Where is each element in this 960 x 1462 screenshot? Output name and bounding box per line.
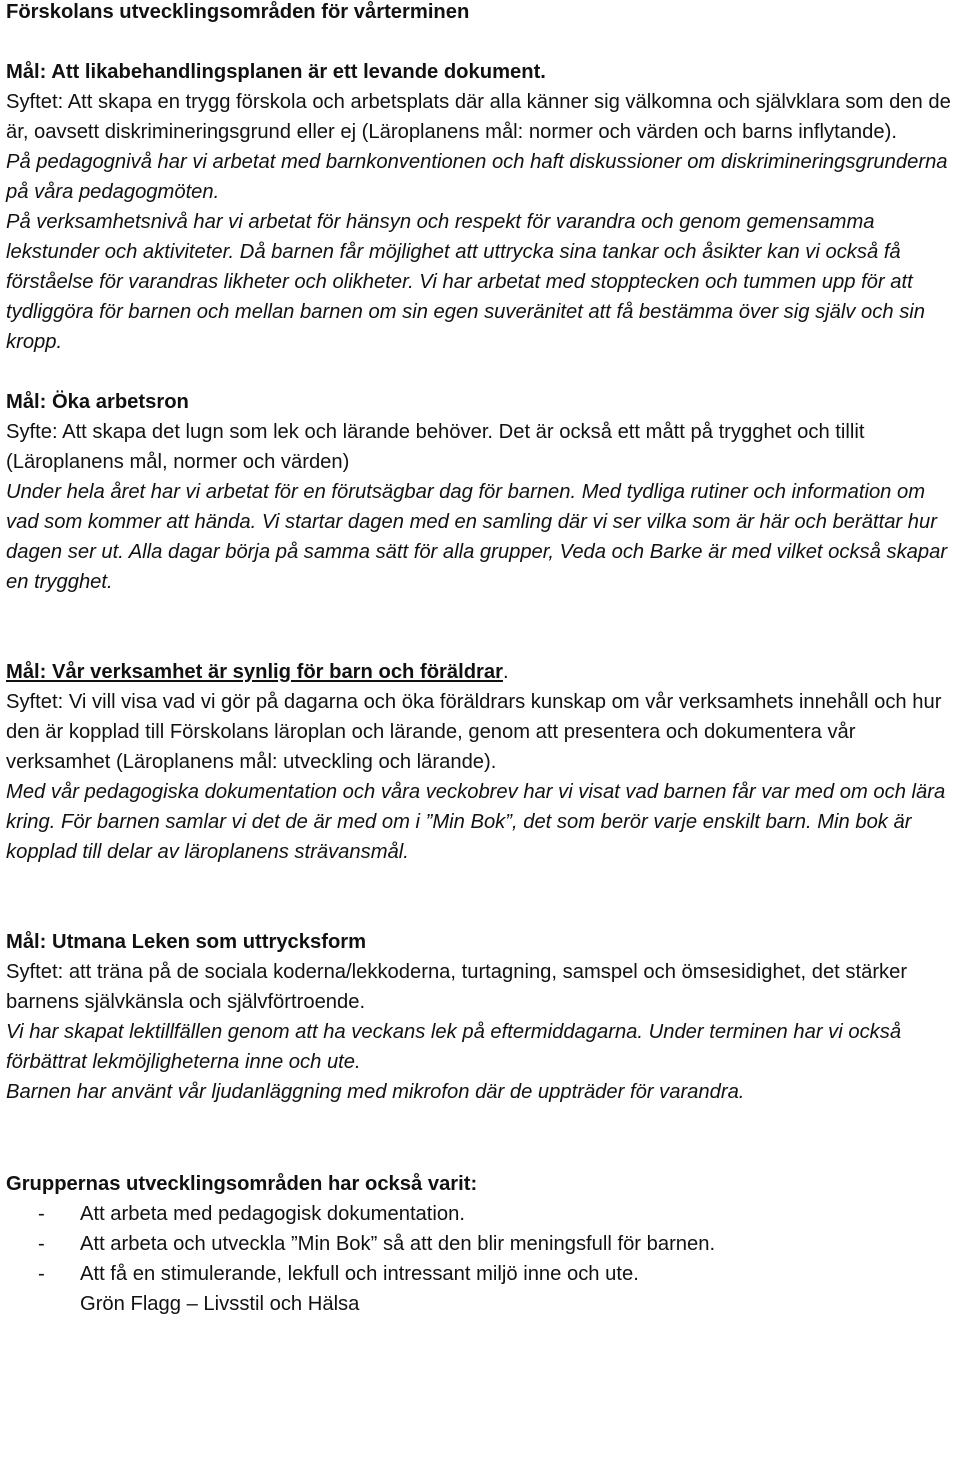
section-heading: Gruppernas utvecklingsområden har också varit:: [6, 1173, 478, 1195]
text-span: Min bok är kopplad till delar av läroplanens strävansmål.: [6, 811, 912, 863]
list-item: [6, 1229, 956, 1259]
spacer: [6, 867, 956, 927]
bullet-dash: -: [38, 1233, 45, 1255]
list-sub-item: Grön Flagg – Livsstil och Hälsa: [80, 1293, 360, 1315]
document-page: [6, 0, 956, 1319]
text-span: Med tydliga rutiner och information om vad som kommer att hända.: [6, 481, 926, 533]
text-span: Vi startar dagen med en samling där vi ser vilka som är här och berättar hur dagen ser ut.: [6, 511, 937, 563]
text-span: Vi har skapat lektillfällen genom att ha veckans lek på eftermiddagarna.: [6, 1021, 644, 1043]
list-item: [6, 1259, 956, 1289]
section-leken: [6, 927, 956, 1107]
text-span: Under terminen har vi också förbättrat lekmöjligheterna inne och ute.: [6, 1021, 902, 1073]
section-purpose: Syftet: Vi vill visa vad vi gör på dagarna och öka föräldrars kunskap om vår verksamhets innehåll och hur den är kopplad till Förskolans läroplan och lärande, genom att presentera och dokumentera vår verksamhet (Läroplanens mål: utveckling och lärande).: [6, 691, 942, 773]
text-span: Det är också ett mått på trygghet och tillit (Läroplanens mål, normer och värden): [6, 421, 865, 473]
text-span: På verksamhetsnivå har vi arbetat för hänsyn och respekt för varandra och genom gemensamma lekstunder och aktiviteter.: [6, 211, 875, 263]
section-paragraph: På pedagognivå har vi arbetat med barnkonventionen och haft diskussioner om diskrimineringsgrunderna på våra pedagogmöten.: [6, 151, 948, 203]
bullet-dash: -: [38, 1203, 45, 1225]
section-heading: Mål: Utmana Leken som uttrycksform: [6, 931, 367, 953]
section-paragraph: [6, 477, 956, 597]
text-span: För barnen samlar vi det de är med om i ”Min Bok”, det som berör varje enskilt barn.: [55, 811, 812, 833]
heading-punctuation: .: [503, 661, 509, 683]
text-span: Vi har arbetat med stopptecken och tummen upp för att tydliggöra för barnen och mellan barnen om sin egen suveränitet att få bestämma över sig själv och sin kropp.: [6, 271, 926, 353]
document-title: Förskolans utvecklingsområden för vårterminen: [6, 1, 470, 23]
section-synlig-verksamhet: [6, 657, 956, 867]
section-purpose: Syftet: att träna på de sociala koderna/lekkoderna, turtagning, samspel och ömsesidighet, det stärker barnens självkänsla och självförtroende.: [6, 961, 908, 1013]
section-paragraph: [6, 207, 956, 357]
section-heading: Mål: Att likabehandlingsplanen är ett levande dokument.: [6, 61, 546, 83]
section-gruppernas-utveckling: [6, 1169, 956, 1319]
section-purpose: Syftet: Att skapa en trygg förskola och arbetsplats där alla känner sig välkomna och självklara som den de är, oavsett diskrimineringsgrund eller ej (Läroplanens mål: normer och värden och barns inflytande).: [6, 91, 951, 143]
list-item-text: Att få en stimulerande, lekfull och intressant miljö inne och ute.: [80, 1263, 639, 1285]
text-span: Alla dagar börja på samma sätt för alla grupper, Veda och Barke är med vilket också skapar en trygghet.: [6, 541, 948, 593]
development-list: [6, 1199, 956, 1289]
section-paragraph: Barnen har använt vår ljudanläggning med mikrofon där de uppträder för varandra.: [6, 1081, 745, 1103]
section-purpose: [6, 417, 956, 477]
list-item-text: Att arbeta och utveckla ”Min Bok” så att den blir meningsfull för barnen.: [80, 1233, 716, 1255]
list-item: [6, 1199, 956, 1229]
spacer: [6, 357, 956, 387]
section-heading: Mål: Öka arbetsron: [6, 391, 189, 413]
text-span: Syfte: Att skapa det lugn som lek och lärande behöver.: [6, 421, 494, 443]
section-paragraph: [6, 1017, 956, 1077]
text-span: Med vår pedagogiska dokumentation och våra veckobrev har vi visat vad barnen får var med om och lära kring.: [6, 781, 946, 833]
spacer: [6, 1107, 956, 1169]
text-span: Då barnen får möjlighet att uttrycka sina tankar och åsikter kan vi också få förståelse för varandras likheter och olikheter.: [6, 241, 901, 293]
text-span: Under hela året har vi arbetat för en förutsägbar dag för barnen.: [6, 481, 577, 503]
spacer: [6, 597, 956, 657]
list-item-text: Att arbeta med pedagogisk dokumentation.: [80, 1203, 465, 1225]
heading-text: Mål: Vår verksamhet är synlig för barn och föräldrar: [6, 661, 503, 683]
section-heading: [6, 657, 956, 687]
section-paragraph: [6, 777, 956, 867]
section-likabehandling: [6, 57, 956, 357]
section-arbetsro: [6, 387, 956, 597]
bullet-dash: -: [38, 1263, 45, 1285]
